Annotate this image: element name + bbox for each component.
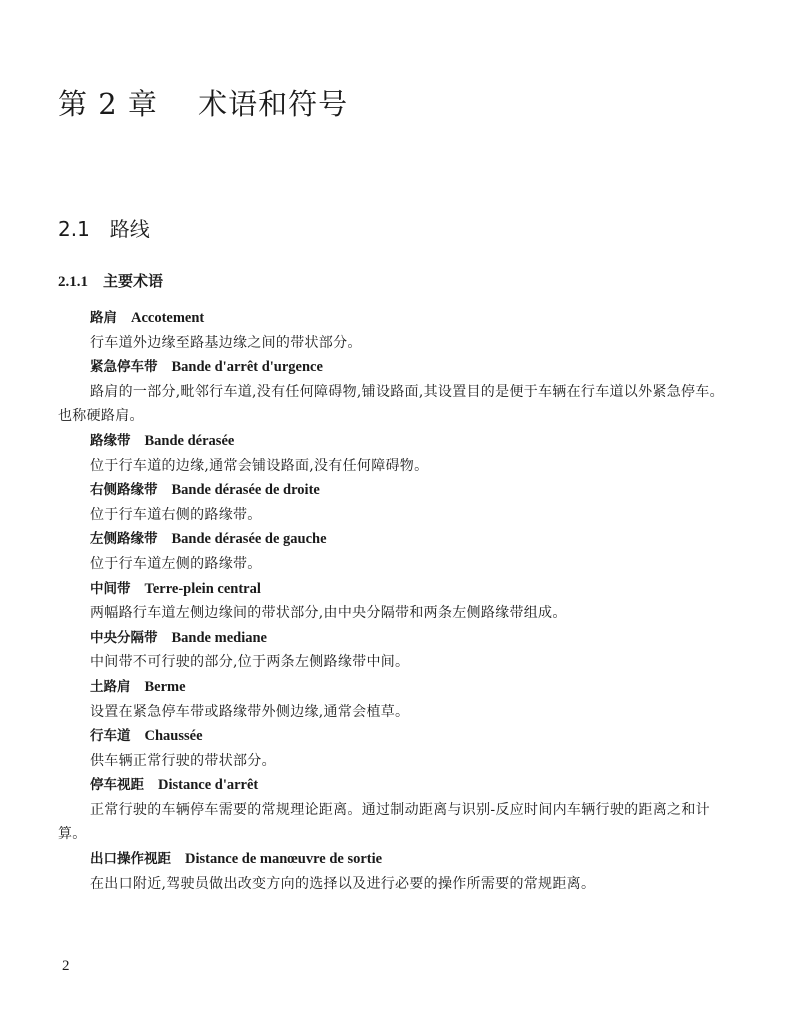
term-definition: 位于行车道右侧的路缘带。: [90, 506, 262, 523]
term-definition: 路肩的一部分,毗邻行车道,没有任何障碍物,铺设路面,其设置目的是便于车辆在行车道以外紧急停车。也称硬路肩。: [58, 383, 724, 425]
term-chinese: 紧急停车带: [90, 359, 158, 376]
term-entry-accotement: [58, 306, 728, 355]
term-heading: [58, 478, 728, 503]
chapter-title: 第 2 章 术语和符号: [58, 87, 349, 121]
term-heading: [58, 306, 728, 331]
term-definition: 位于行车道的边缘,通常会铺设路面,没有任何障碍物。: [90, 457, 429, 474]
term-heading: [58, 355, 728, 380]
term-french: Terre-plein central: [144, 580, 261, 597]
term-french: Chaussée: [144, 728, 203, 745]
term-entry-terre-plein-central: [58, 577, 728, 626]
subsection-number: 2.1.1: [58, 274, 88, 290]
term-entry-distance-arret: [58, 773, 728, 847]
term-chinese: 土路肩: [90, 678, 131, 695]
term-heading: [58, 626, 728, 651]
term-heading: [58, 724, 728, 749]
term-entry-bande-derasee-gauche: [58, 527, 728, 576]
term-heading: [58, 675, 728, 700]
term-chinese: 中间带: [90, 580, 131, 597]
term-french: Bande dérasée: [144, 432, 235, 449]
term-french: Berme: [144, 678, 186, 695]
term-definition: 行车道外边缘至路基边缘之间的带状部分。: [90, 334, 362, 351]
term-french: Bande dérasée de gauche: [171, 531, 327, 548]
term-chinese: 左侧路缘带: [90, 531, 158, 548]
term-entry-bande-arret-urgence: [58, 355, 728, 429]
term-chinese: 行车道: [90, 728, 131, 745]
term-entry-chaussee: [58, 724, 728, 773]
term-chinese: 中央分隔带: [90, 629, 158, 646]
term-entry-distance-manoeuvre-sortie: [58, 847, 728, 896]
term-chinese: 停车视距: [90, 777, 144, 794]
term-heading: [58, 527, 728, 552]
term-chinese: 路缘带: [90, 432, 131, 449]
term-definition: 在出口附近,驾驶员做出改变方向的选择以及进行必要的操作所需要的常规距离。: [90, 875, 596, 892]
subsection-label: 主要术语: [103, 272, 164, 290]
term-definition: 设置在紧急停车带或路缘带外侧边缘,通常会植草。: [90, 703, 410, 720]
term-french: Bande d'arrêt d'urgence: [171, 359, 323, 376]
page-number: 2: [62, 958, 70, 974]
term-french: Bande dérasée de droite: [171, 482, 320, 499]
term-heading: [58, 847, 728, 872]
term-entry-bande-derasee-droite: [58, 478, 728, 527]
term-definition: 中间带不可行驶的部分,位于两条左侧路缘带中间。: [90, 654, 410, 671]
term-entry-bande-mediane: [58, 626, 728, 675]
term-definition: 两幅路行车道左侧边缘间的带状部分,由中央分隔带和两条左侧路缘带组成。: [90, 605, 567, 622]
term-french: Accotement: [131, 310, 205, 326]
term-chinese: 路肩: [90, 310, 117, 326]
term-french: Distance d'arrêt: [158, 777, 259, 794]
term-chinese: 出口操作视距: [90, 851, 171, 868]
term-heading: [58, 577, 728, 602]
term-definition: 正常行驶的车辆停车需要的常规理论距离。通过制动距离与识别-反应时间内车辆行驶的距离之和计算。: [58, 801, 710, 843]
term-entry-berme: [58, 675, 728, 724]
term-definition: 位于行车道左侧的路缘带。: [90, 555, 262, 572]
term-heading: [58, 429, 728, 454]
term-heading: [58, 773, 728, 798]
term-chinese: 右侧路缘带: [90, 482, 158, 499]
terms-list: [58, 306, 728, 896]
term-entry-bande-derasee: [58, 429, 728, 478]
term-french: Bande mediane: [171, 629, 267, 646]
term-definition: 供车辆正常行驶的带状部分。: [90, 752, 276, 769]
term-french: Distance de manœuvre de sortie: [185, 851, 383, 868]
section-title: 2.1 路线: [58, 217, 150, 241]
subsection-title: [58, 270, 163, 291]
